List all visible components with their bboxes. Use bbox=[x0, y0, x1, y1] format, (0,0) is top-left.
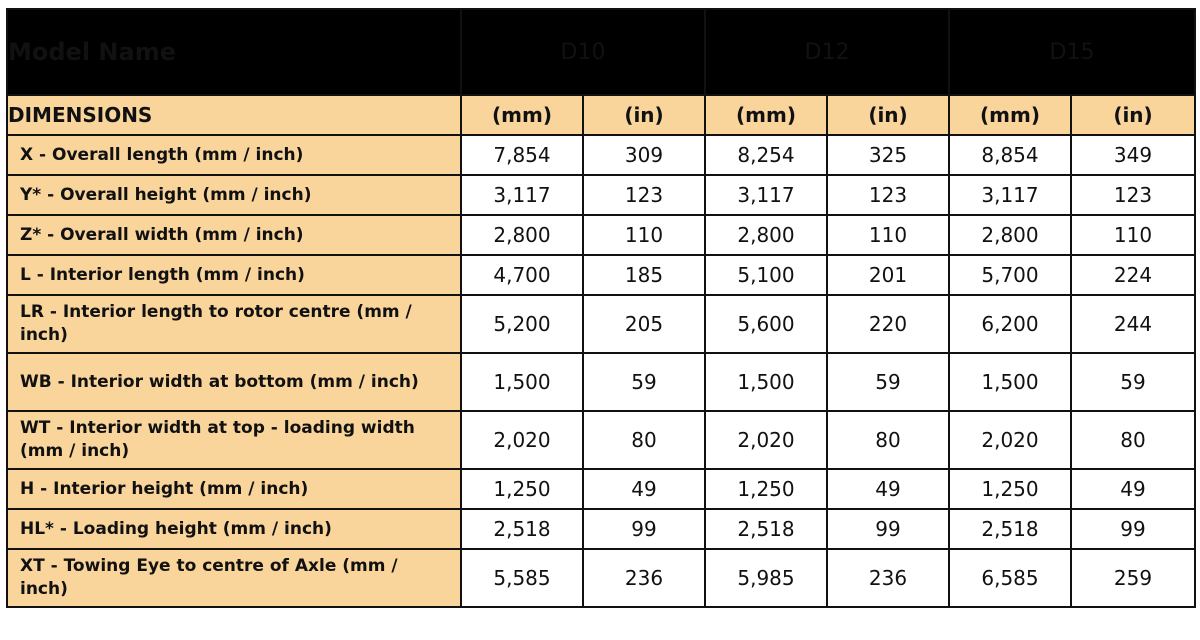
value-cell: 99 bbox=[1071, 509, 1195, 549]
unit-header: (mm) bbox=[705, 95, 827, 135]
value-cell: 8,854 bbox=[949, 135, 1071, 175]
table-row bbox=[7, 135, 1195, 175]
value-cell: 59 bbox=[583, 353, 705, 411]
value-cell: 2,800 bbox=[461, 215, 583, 255]
table-row bbox=[7, 255, 1195, 295]
value-cell: 5,200 bbox=[461, 295, 583, 353]
value-cell: 1,500 bbox=[705, 353, 827, 411]
spec-table bbox=[6, 8, 1196, 608]
value-cell: 5,100 bbox=[705, 255, 827, 295]
model-header-row bbox=[7, 9, 1195, 95]
table-row bbox=[7, 549, 1195, 607]
value-cell: 49 bbox=[1071, 469, 1195, 509]
row-label: LR - Interior length to rotor centre (mm / inch) bbox=[7, 295, 461, 353]
row-label: WB - Interior width at bottom (mm / inch) bbox=[7, 353, 461, 411]
row-label: XT - Towing Eye to centre of Axle (mm / inch) bbox=[7, 549, 461, 607]
model-d10: D10 bbox=[461, 9, 705, 95]
value-cell: 2,800 bbox=[949, 215, 1071, 255]
value-cell: 2,020 bbox=[705, 411, 827, 469]
value-cell: 1,250 bbox=[705, 469, 827, 509]
value-cell: 80 bbox=[583, 411, 705, 469]
value-cell: 8,254 bbox=[705, 135, 827, 175]
value-cell: 205 bbox=[583, 295, 705, 353]
model-d15: D15 bbox=[949, 9, 1195, 95]
value-cell: 259 bbox=[1071, 549, 1195, 607]
row-label: Y* - Overall height (mm / inch) bbox=[7, 175, 461, 215]
value-cell: 5,585 bbox=[461, 549, 583, 607]
value-cell: 309 bbox=[583, 135, 705, 175]
value-cell: 2,020 bbox=[461, 411, 583, 469]
table-body bbox=[7, 135, 1195, 607]
value-cell: 4,700 bbox=[461, 255, 583, 295]
value-cell: 2,518 bbox=[949, 509, 1071, 549]
value-cell: 236 bbox=[583, 549, 705, 607]
value-cell: 80 bbox=[827, 411, 949, 469]
value-cell: 59 bbox=[827, 353, 949, 411]
row-label: HL* - Loading height (mm / inch) bbox=[7, 509, 461, 549]
value-cell: 2,518 bbox=[461, 509, 583, 549]
row-label: WT - Interior width at top - loading width (mm / inch) bbox=[7, 411, 461, 469]
dimensions-title: DIMENSIONS bbox=[7, 95, 461, 135]
value-cell: 7,854 bbox=[461, 135, 583, 175]
model-name-label: Model Name bbox=[7, 9, 461, 95]
value-cell: 224 bbox=[1071, 255, 1195, 295]
table-row bbox=[7, 215, 1195, 255]
value-cell: 110 bbox=[583, 215, 705, 255]
table-row bbox=[7, 295, 1195, 353]
row-label: L - Interior length (mm / inch) bbox=[7, 255, 461, 295]
model-d12: D12 bbox=[705, 9, 949, 95]
value-cell: 49 bbox=[827, 469, 949, 509]
unit-header: (in) bbox=[827, 95, 949, 135]
value-cell: 5,700 bbox=[949, 255, 1071, 295]
units-header-row bbox=[7, 95, 1195, 135]
value-cell: 123 bbox=[1071, 175, 1195, 215]
value-cell: 349 bbox=[1071, 135, 1195, 175]
value-cell: 3,117 bbox=[461, 175, 583, 215]
value-cell: 59 bbox=[1071, 353, 1195, 411]
value-cell: 2,020 bbox=[949, 411, 1071, 469]
unit-header: (in) bbox=[1071, 95, 1195, 135]
table-row bbox=[7, 469, 1195, 509]
table-row bbox=[7, 411, 1195, 469]
unit-header: (mm) bbox=[949, 95, 1071, 135]
value-cell: 99 bbox=[827, 509, 949, 549]
value-cell: 2,800 bbox=[705, 215, 827, 255]
value-cell: 220 bbox=[827, 295, 949, 353]
value-cell: 123 bbox=[583, 175, 705, 215]
value-cell: 49 bbox=[583, 469, 705, 509]
row-label: Z* - Overall width (mm / inch) bbox=[7, 215, 461, 255]
row-label: H - Interior height (mm / inch) bbox=[7, 469, 461, 509]
value-cell: 123 bbox=[827, 175, 949, 215]
value-cell: 325 bbox=[827, 135, 949, 175]
value-cell: 201 bbox=[827, 255, 949, 295]
table-row bbox=[7, 175, 1195, 215]
value-cell: 1,500 bbox=[461, 353, 583, 411]
unit-header: (mm) bbox=[461, 95, 583, 135]
value-cell: 99 bbox=[583, 509, 705, 549]
value-cell: 236 bbox=[827, 549, 949, 607]
table-row bbox=[7, 509, 1195, 549]
table-row bbox=[7, 353, 1195, 411]
value-cell: 5,600 bbox=[705, 295, 827, 353]
value-cell: 2,518 bbox=[705, 509, 827, 549]
unit-header: (in) bbox=[583, 95, 705, 135]
value-cell: 3,117 bbox=[949, 175, 1071, 215]
value-cell: 6,585 bbox=[949, 549, 1071, 607]
value-cell: 80 bbox=[1071, 411, 1195, 469]
value-cell: 1,250 bbox=[461, 469, 583, 509]
value-cell: 1,500 bbox=[949, 353, 1071, 411]
value-cell: 185 bbox=[583, 255, 705, 295]
value-cell: 6,200 bbox=[949, 295, 1071, 353]
value-cell: 3,117 bbox=[705, 175, 827, 215]
value-cell: 110 bbox=[827, 215, 949, 255]
value-cell: 244 bbox=[1071, 295, 1195, 353]
row-label: X - Overall length (mm / inch) bbox=[7, 135, 461, 175]
value-cell: 110 bbox=[1071, 215, 1195, 255]
value-cell: 5,985 bbox=[705, 549, 827, 607]
value-cell: 1,250 bbox=[949, 469, 1071, 509]
